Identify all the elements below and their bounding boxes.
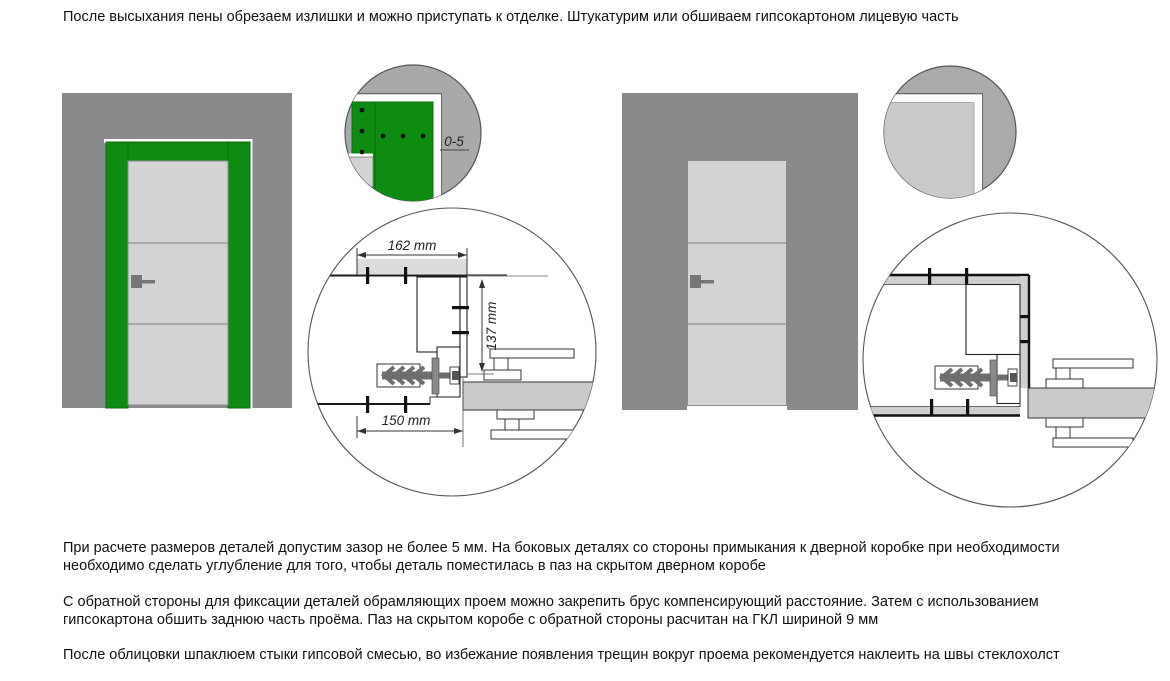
door-leaf [128, 161, 228, 405]
door-handle-lever [701, 280, 714, 284]
plastered-corner-panel [884, 103, 974, 201]
green-frame-left-strip [106, 142, 128, 408]
frame-profile-box [417, 277, 460, 352]
door-leaf-section [463, 382, 603, 410]
intro-text: После высыхания пены обрезаем излишки и можно приступать к отделке. Штукатурим или обшиваем гипсокартоном лицевую часть [63, 9, 959, 25]
anchor-flange [990, 360, 997, 396]
hinge-pin [1010, 373, 1017, 382]
door-handle [131, 275, 142, 288]
corner-detail-gray-circle [883, 66, 1016, 201]
screw-tick [404, 267, 407, 284]
hinge-pin [452, 371, 459, 380]
frame-face-strip [460, 277, 467, 377]
drywall-band-top [860, 276, 1028, 284]
paragraph-gap-rule: При расчете размеров деталей допустим зазор не более 5 мм. На боковых деталях со стороны примыкания к дверной коробке при необходимости необходимо сделать углубление для того, чтобы деталь поместилась в паз на скрытом дверном коробе [63, 540, 1060, 574]
green-frame-top-bar [128, 142, 228, 161]
screw-tick [965, 268, 968, 285]
door-handle-lever [142, 280, 155, 284]
section-view-dimensioned [308, 208, 603, 496]
door-leaf-corner [345, 157, 373, 187]
gap-dimension-label: 0-5 [444, 134, 464, 149]
screw-tick [966, 399, 969, 416]
anchor-pin [439, 373, 450, 379]
screw-tick [366, 267, 369, 284]
screw-tick [366, 396, 369, 413]
screw-tick [928, 268, 931, 285]
dim-label-137: 137 mm [484, 301, 499, 351]
door-handle [690, 275, 701, 288]
anchor-flange [432, 358, 439, 394]
gap-white-vertical [433, 95, 441, 205]
leaf-gap-line [345, 154, 373, 158]
screw-tick [930, 399, 933, 416]
anchor-pin [997, 375, 1008, 381]
gap-white-vertical [974, 95, 982, 201]
drywall-band-bottom [860, 407, 1020, 415]
corner-detail-green-circle [344, 65, 481, 205]
door-leaf [688, 161, 787, 406]
screw-tick [404, 396, 407, 413]
screw-tick [452, 331, 469, 334]
dim-label-162: 162 mm [387, 238, 437, 253]
section-view-finished [860, 213, 1168, 507]
door-illustration-finished [622, 93, 858, 410]
dim-label-150: 150 mm [381, 413, 431, 428]
paragraph-finishing: После облицовки шпаклюем стыки гипсовой смесью, во избежание появления трещин вокруг проема рекомендуется наклеить на швы стеклохолст [63, 647, 1060, 663]
plaster-band [357, 259, 467, 274]
frame-profile-box [966, 285, 1020, 355]
drywall-band-face [1020, 276, 1029, 388]
door-illustration-framed [62, 93, 292, 408]
gap-white-horizontal [344, 95, 441, 103]
gap-white-horizontal [883, 95, 982, 103]
screw-tick [452, 306, 469, 309]
green-frame-right-strip [228, 142, 250, 408]
paragraph-back-side: С обратной стороны для фиксации деталей обрамляющих проем можно закрепить брус компенсирующий расстояние. Затем с использованием гипсокартона обшить заднюю часть проёма. Паз на скрытом коробе с обратной стороны расчитан на ГКЛ шириной 9 мм [63, 594, 1039, 628]
